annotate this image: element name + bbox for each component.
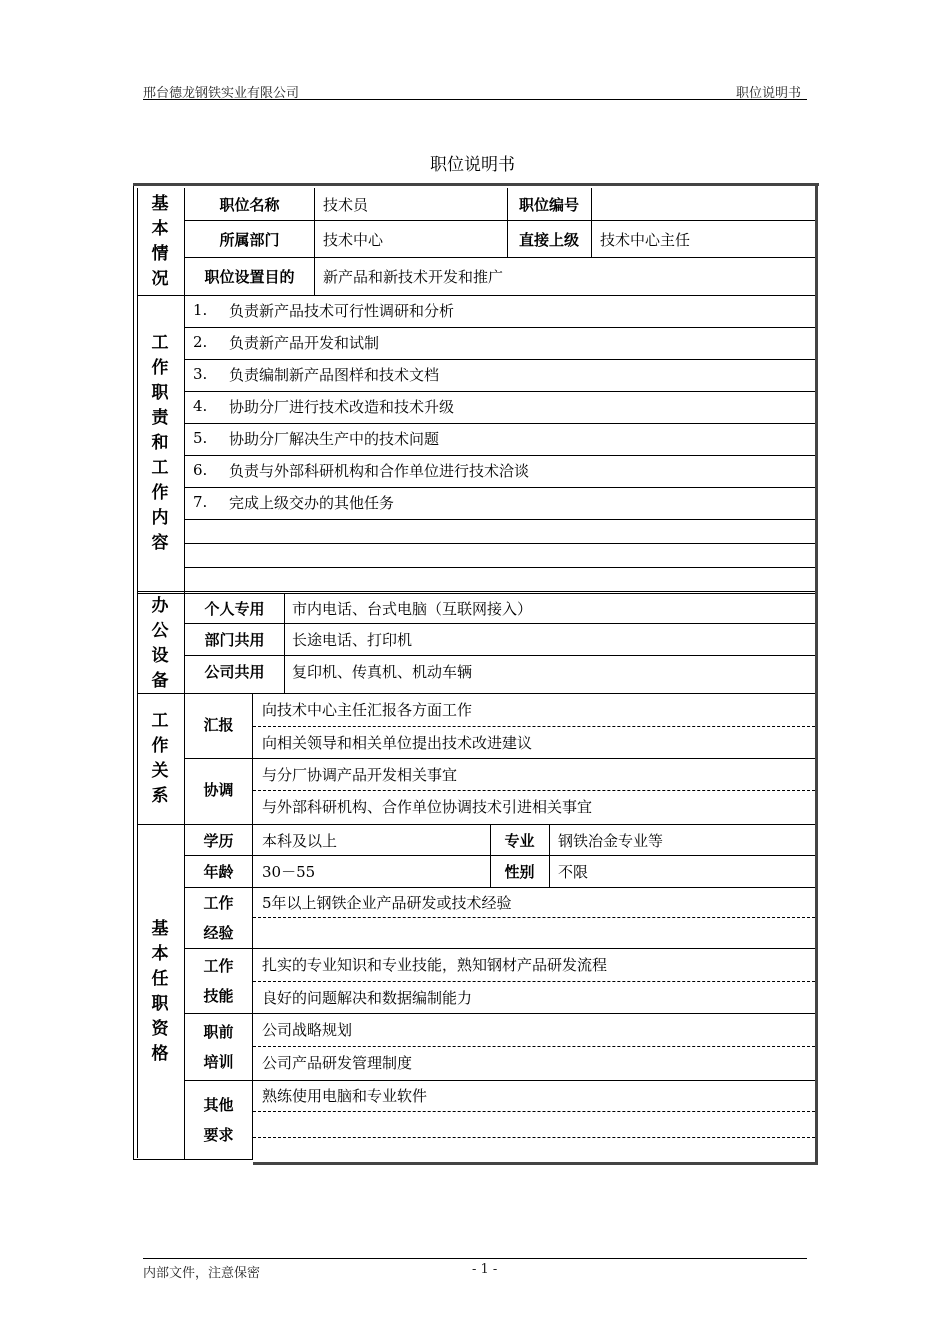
header-company: 邢台德龙钢铁实业有限公司	[143, 86, 300, 101]
report-label: 汇报	[203, 715, 234, 734]
gender-value: 不限	[558, 863, 589, 881]
education-label: 学历	[203, 831, 234, 850]
experience-label: 工作 经验	[203, 894, 234, 942]
duty-item: 1. 负责新产品技术可行性调研和分析	[193, 301, 455, 320]
purpose-label: 职位设置目的	[204, 268, 295, 286]
position-code-label: 职位编号	[518, 195, 579, 214]
page-title: 职位说明书	[430, 155, 515, 175]
duty-item: 7. 完成上级交办的其他任务	[193, 493, 395, 512]
duty-item: 2. 负责新产品开发和试制	[193, 333, 380, 352]
skills-item: 扎实的专业知识和专业技能，熟知钢材产品研发流程	[262, 956, 608, 974]
gender-label: 性别	[504, 863, 535, 881]
training-item: 公司产品研发管理制度	[262, 1054, 413, 1072]
other-requirements-value: 熟练使用电脑和专业软件	[262, 1086, 428, 1105]
supervisor-value: 技术中心主任	[600, 230, 691, 249]
footer-note: 内部文件，注意保密	[143, 1266, 261, 1281]
section-qualifications: 基 本 任 职 资 格	[151, 919, 169, 1064]
page-number: - 1 -	[472, 1262, 498, 1277]
major-value: 钢铁冶金专业等	[558, 831, 664, 850]
duty-item: 6. 负责与外部科研机构和合作单位进行技术洽谈	[193, 461, 530, 480]
experience-value: 5年以上钢铁企业产品研发或技术经验	[262, 893, 512, 912]
purpose-value: 新产品和新技术开发和推广	[323, 268, 504, 286]
duty-item: 5. 协助分厂解决生产中的技术问题	[193, 429, 440, 448]
duty-item: 3. 负责编制新产品图样和技术文档	[193, 365, 440, 384]
supervisor-label: 直接上级	[518, 230, 579, 249]
skills-label: 工作 技能	[203, 957, 234, 1005]
coordinate-label: 协调	[203, 780, 234, 799]
duty-item: 4. 协助分厂进行技术改造和技术升级	[193, 397, 455, 416]
equipment-value: 市内电话、台式电脑（互联网接入）	[292, 600, 533, 618]
equipment-label: 公司共用	[204, 662, 265, 681]
department-value: 技术中心	[323, 230, 384, 249]
position-name-value: 技术员	[323, 195, 369, 214]
training-item: 公司战略规划	[262, 1021, 353, 1039]
equipment-label: 部门共用	[204, 631, 265, 649]
coordinate-item: 与分厂协调产品开发相关事宜	[262, 765, 458, 784]
section-basic-info: 基 本 情 况	[151, 194, 169, 289]
major-label: 专业	[504, 831, 535, 850]
skills-item: 良好的问题解决和数据编制能力	[262, 989, 473, 1007]
equipment-label: 个人专用	[204, 600, 265, 618]
education-value: 本科及以上	[262, 831, 338, 850]
equipment-value: 复印机、传真机、机动车辆	[292, 662, 473, 681]
other-requirements-label: 其他 要求	[203, 1096, 234, 1144]
report-item: 向相关领导和相关单位提出技术改进建议	[262, 733, 533, 752]
section-duties: 工 作 职 责 和 工 作 内 容	[151, 332, 169, 553]
header-doc-type: 职位说明书	[736, 86, 802, 101]
equipment-value: 长途电话、打印机	[292, 631, 413, 649]
training-label: 职前 培训	[203, 1023, 234, 1071]
department-label: 所属部门	[219, 230, 280, 249]
header-rule	[143, 99, 807, 100]
section-relations: 工 作 关 系	[151, 711, 169, 806]
position-name-label: 职位名称	[219, 195, 280, 214]
report-item: 向技术中心主任汇报各方面工作	[262, 700, 473, 719]
section-equipment: 办 公 设 备	[151, 595, 169, 691]
age-value: 30－55	[262, 863, 316, 881]
age-label: 年龄	[203, 863, 234, 881]
footer-rule	[143, 1258, 807, 1259]
coordinate-item: 与外部科研机构、合作单位协调技术引进相关事宜	[262, 797, 593, 816]
